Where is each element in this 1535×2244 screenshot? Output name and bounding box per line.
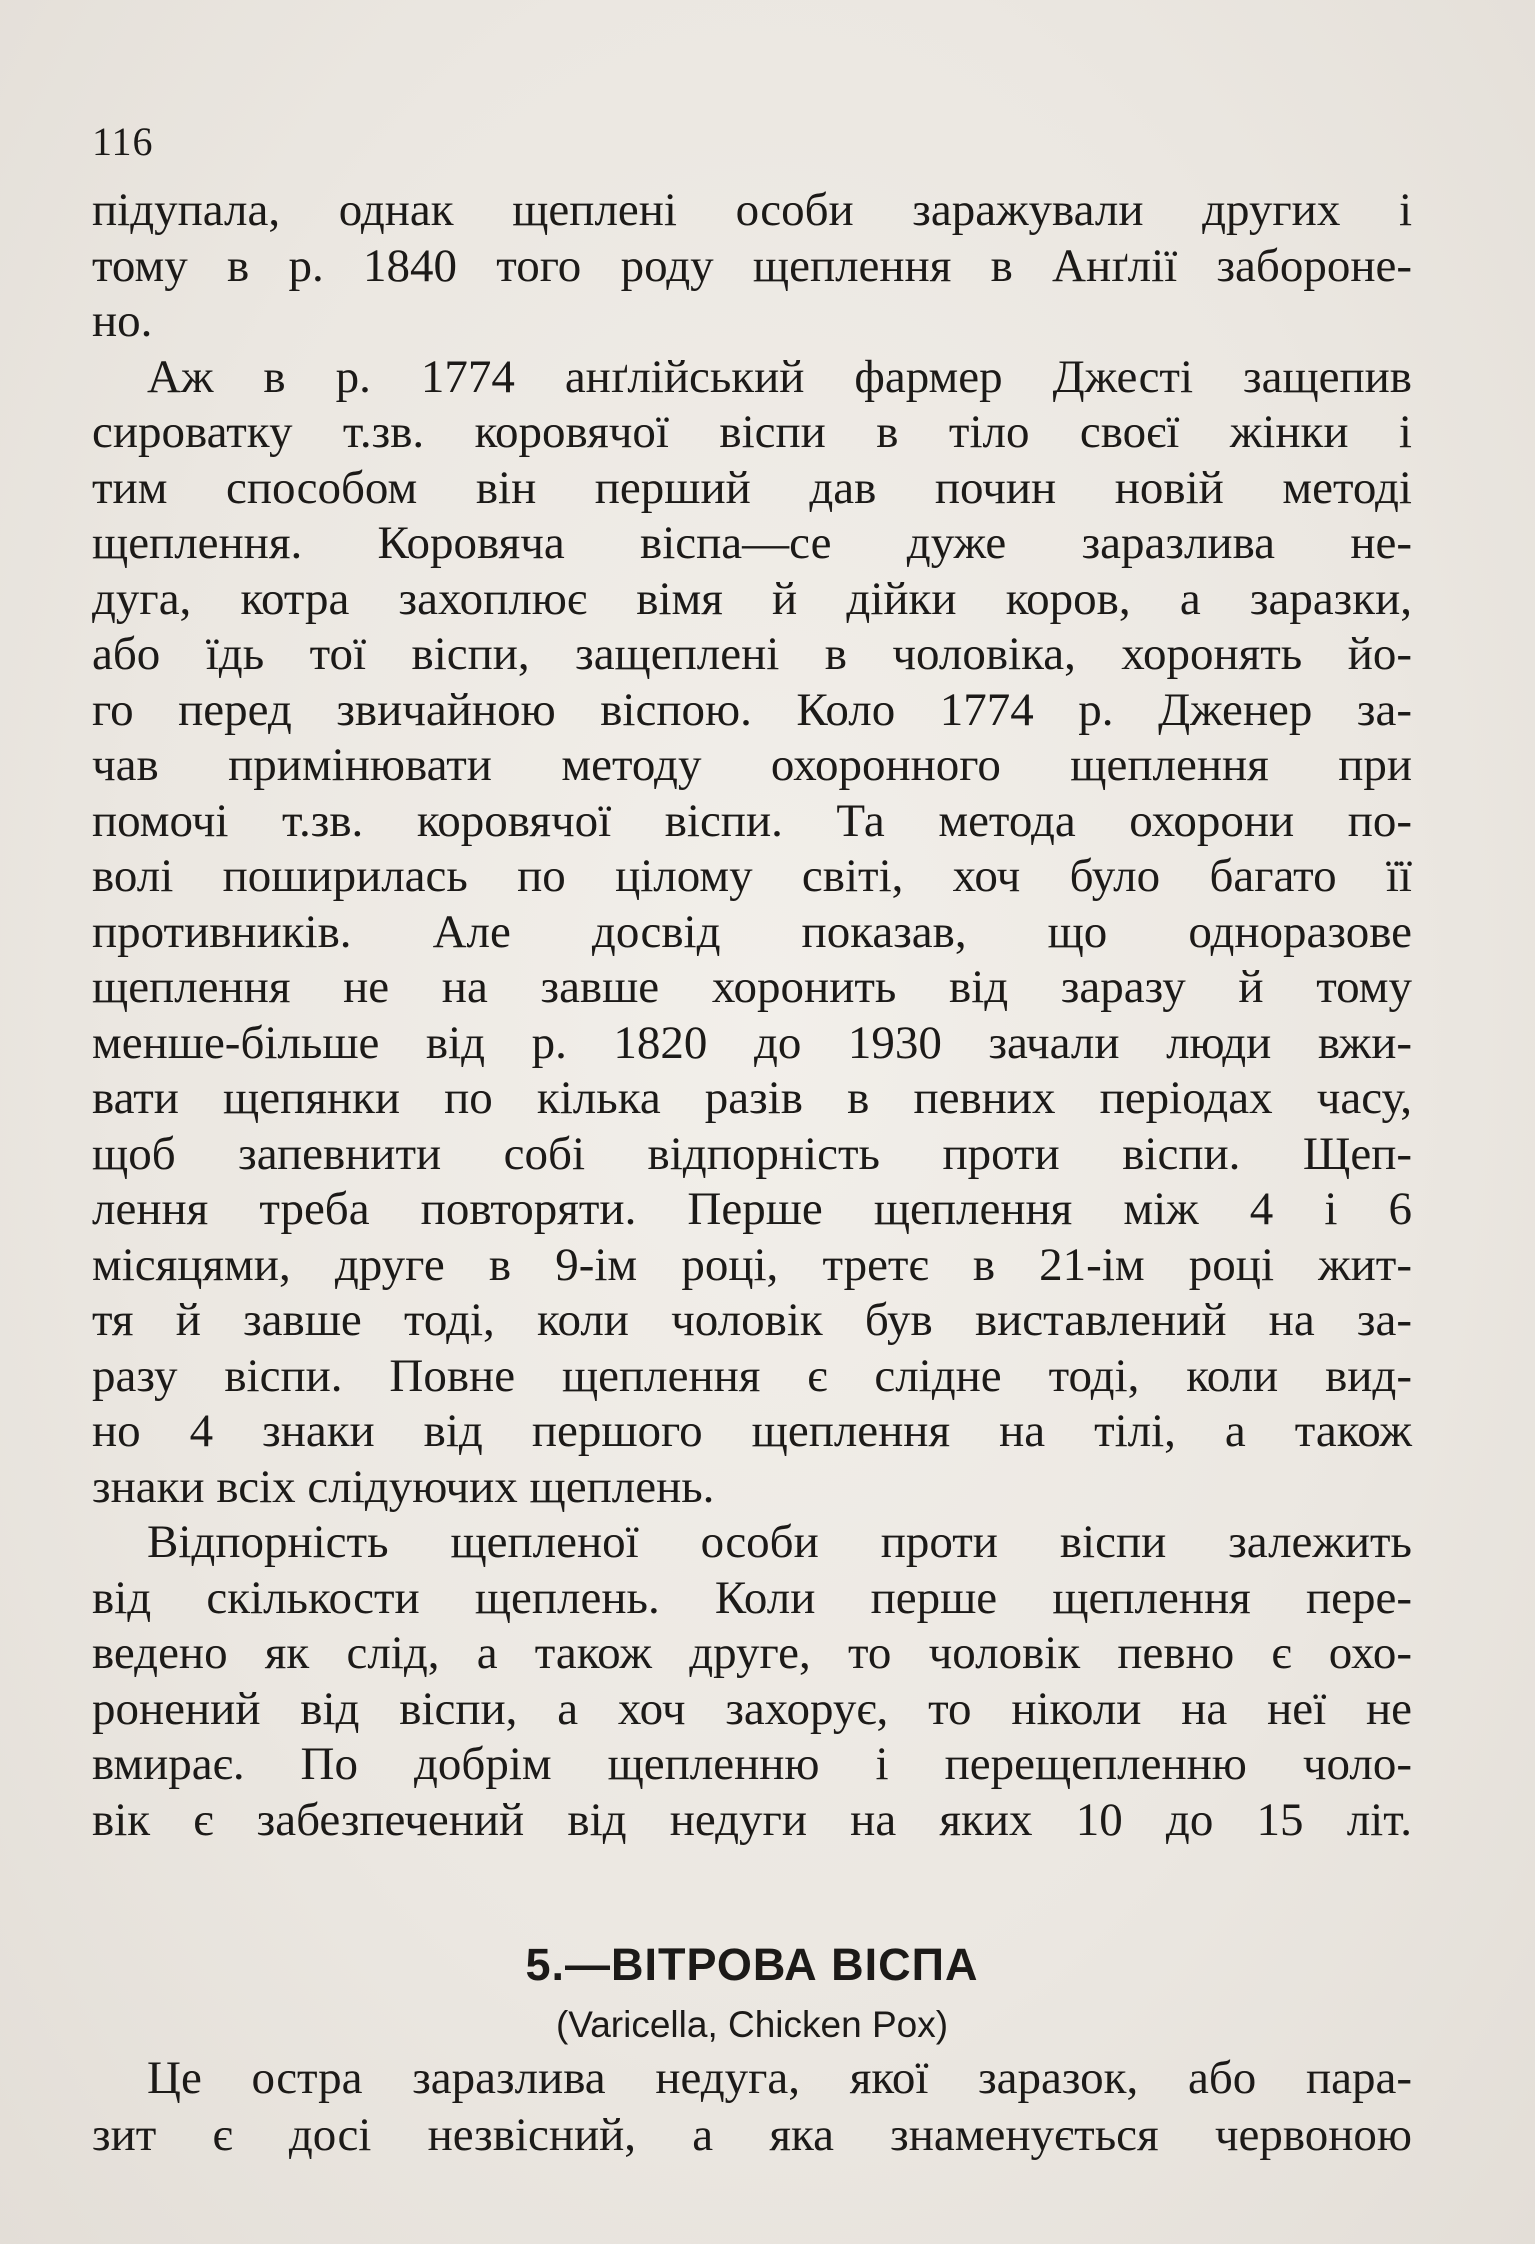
text-line: місяцями, друге в 9-ім році, третє в 21-ім році жит-: [92, 1238, 1412, 1291]
text-line: щеплення. Коровяча віспа—се дуже заразлива не-: [92, 517, 1412, 569]
page-number: 116: [92, 119, 154, 164]
text-line: менше-більше від р. 1820 до 1930 зачали люди вжи-: [92, 1016, 1412, 1069]
text-line: або їдь тої віспи, защеплені в чоловіка, хоронять йо-: [92, 628, 1412, 680]
text-line: лення треба повторяти. Перше щеплення між 4 і 6: [92, 1183, 1412, 1235]
text-line: тому в р. 1840 того роду щеплення в Анґлії забороне-: [92, 239, 1412, 292]
text-line: го перед звичайною віспою. Коло 1774 р. Дженер за-: [92, 683, 1412, 736]
text-line: Відпорність щепленої особи проти віспи залежить: [147, 1516, 1412, 1568]
text-line: Аж в р. 1774 анґлійський фармер Джесті защепив: [147, 350, 1412, 403]
text-line: вати щепянки по кілька разів в певних періодах часу,: [92, 1072, 1412, 1124]
text-line: тим способом він перший дав почин новій методі: [92, 461, 1412, 514]
text-line: Це остра заразлива недуга, якої заразок, або пара-: [147, 2052, 1412, 2104]
text-line: підупала, однак щеплені особи заражували других і: [92, 184, 1412, 236]
text-line: сироватку т.зв. коровячої віспи в тіло своєї жінки і: [92, 406, 1412, 458]
text-line: вмирає. По добрім щепленню і перещепленню чоло-: [92, 1738, 1412, 1790]
text-line: щеплення не на завше хоронить від заразу й тому: [92, 961, 1412, 1013]
text-line: ронений від віспи, а хоч захорує, то ніколи на неї не: [92, 1682, 1412, 1735]
main-text: [92, 183, 1412, 1848]
text-line: знаки всіх слідуючих щеплень.: [92, 1460, 715, 1513]
text-line: дуга, котра захоплює вімя й дійки коров, а заразки,: [92, 572, 1412, 625]
text-line: зит є досі незвісний, а яка знаменується червоною: [92, 2109, 1412, 2161]
section-subtitle: (Varicella, Chicken Pox): [555, 2004, 949, 2045]
text-line: чав примінювати методу охоронного щеплення при: [92, 739, 1412, 791]
text-line: но.: [92, 295, 153, 347]
text-line: тя й завше тоді, коли чоловік був виставлений на за-: [92, 1294, 1412, 1346]
text-line: разу віспи. Повне щеплення є слідне тоді, коли вид-: [92, 1349, 1412, 1402]
text-line: ведено як слід, а також друге, то чоловік певно є охо-: [92, 1627, 1412, 1679]
text-line: но 4 знаки від першого щеплення на тілі, а також: [92, 1405, 1412, 1457]
text-line: помочі т.зв. коровячої віспи. Та метода охорони по-: [92, 794, 1412, 847]
text-line: противників. Але досвід показав, що одноразове: [92, 905, 1412, 958]
text-line: волі поширилась по цілому світі, хоч було багато її: [92, 850, 1412, 902]
section-text: [92, 2050, 1412, 2164]
section-heading: 5.—ВІТРОВА ВІСПА: [525, 1939, 979, 1990]
text-line: вік є забезпечений від недуги на яких 10 до 15 літ.: [92, 1793, 1412, 1846]
text-line: щоб запевнити собі відпорність проти віспи. Щеп-: [92, 1127, 1412, 1180]
text-line: від скількости щеплень. Коли перше щеплення пере-: [92, 1571, 1412, 1624]
